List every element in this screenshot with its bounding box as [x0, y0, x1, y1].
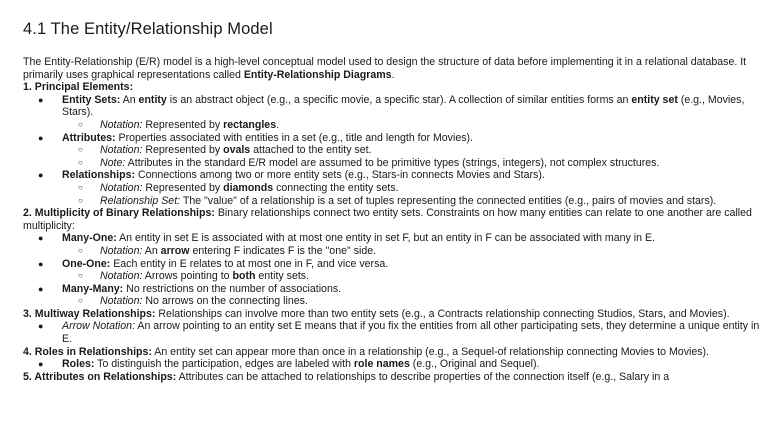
item-text: To distinguish the participation, edges are labeled with: [94, 358, 354, 371]
bullet-dot: ●: [38, 170, 44, 181]
list-item-relationships: [23, 169, 763, 182]
item-term: Attributes:: [62, 131, 116, 144]
bullet-circle: ○: [78, 157, 83, 167]
item-term: One-One:: [62, 257, 111, 270]
item-text: attached to the entity set.: [250, 144, 372, 157]
item-text: Represented by: [142, 118, 224, 131]
item-term: entity set: [631, 93, 678, 106]
note-label: Note:: [100, 156, 126, 169]
list-item-many-many: [23, 283, 763, 296]
section-title: 4.1 The Entity/Relationship Model: [23, 20, 273, 38]
section-text: Attributes can be attached to relationships to describe properties of the connection itself (e.g., Salary in a: [176, 370, 670, 383]
sub-item-many-many-notation: [23, 295, 763, 308]
item-text: Attributes in the standard E/R model are assumed to be primitive types (strings, integers), not complex structures.: [125, 156, 660, 169]
bullet-circle: ○: [78, 145, 83, 155]
section-heading: 5. Attributes on Relationships:: [23, 370, 177, 383]
item-term: role names: [353, 358, 410, 371]
sub-item-attribute-note: [23, 157, 763, 170]
item-text: entity sets.: [255, 270, 310, 283]
section-5-paragraph: [23, 371, 763, 384]
bullet-circle: ○: [78, 271, 83, 281]
note-label: Relationship Set:: [100, 194, 181, 207]
section-heading: 1. Principal Elements:: [23, 81, 134, 94]
item-text: Properties associated with entities in a set (e.g., title and length for Movies).: [115, 131, 473, 144]
section-4-paragraph: [23, 346, 763, 359]
bullet-dot: ●: [38, 321, 44, 332]
note-label: Notation:: [100, 270, 143, 283]
note-label: Notation:: [100, 244, 143, 257]
bullet-dot: ●: [38, 359, 44, 370]
item-text: connecting the entity sets.: [273, 181, 399, 194]
item-text: No restrictions on the number of associations.: [123, 282, 342, 295]
item-text: An: [120, 93, 139, 106]
list-item-entity-sets: [23, 94, 763, 119]
sub-item-many-one-notation: [23, 245, 763, 258]
sub-item-entity-notation: [23, 119, 763, 132]
list-item-one-one: [23, 258, 763, 271]
item-term: Roles:: [62, 358, 95, 371]
item-text: Connections among two or more entity sets (e.g., Stars-in connects Movies and Stars).: [135, 169, 545, 182]
document-body: [23, 56, 763, 383]
section-text: Binary relationships connect two entity sets. Constraints on how many entities can relate to one another are called multiplicity:: [23, 207, 752, 232]
section-text: Relationships can involve more than two entity sets (e.g., a Contracts relationship connecting Studios, Stars, and Movies).: [155, 307, 730, 320]
item-text: .: [276, 118, 280, 131]
intro-term: Entity-Relationship Diagrams: [243, 68, 392, 81]
list-item-many-one: [23, 232, 763, 245]
item-term: arrow: [160, 244, 190, 257]
sub-item-relationship-set: [23, 195, 763, 208]
section-2-paragraph: [23, 207, 763, 232]
sub-item-one-one-notation: [23, 270, 763, 283]
list-item-arrow-notation: [23, 320, 763, 345]
item-term: Many-Many:: [62, 282, 124, 295]
bullet-circle: ○: [78, 296, 83, 306]
item-text: is an abstract object (e.g., a specific movie, a specific star). A collection of similar entities forms an: [166, 93, 632, 106]
item-text: Each entity in E relates to at most one in F, and vice versa.: [110, 257, 389, 270]
note-label: Arrow Notation:: [62, 320, 136, 333]
item-text: (e.g., Movies, Stars).: [62, 93, 745, 119]
bullet-dot: ●: [38, 233, 44, 244]
bullet-circle: ○: [78, 245, 83, 255]
note-label: Notation:: [100, 118, 143, 131]
bullet-dot: ●: [38, 283, 44, 294]
note-label: Notation:: [100, 144, 143, 157]
item-text: No arrows on the connecting lines.: [142, 295, 308, 308]
section-heading: 3. Multiway Relationships:: [23, 307, 156, 320]
bullet-dot: ●: [38, 94, 44, 105]
item-term: Entity Sets:: [62, 93, 121, 106]
item-term: diamonds: [223, 181, 274, 194]
item-text: Represented by: [142, 144, 224, 157]
note-label: Notation:: [100, 181, 143, 194]
intro-end: .: [391, 68, 395, 81]
item-term: both: [232, 270, 256, 283]
list-item-attributes: [23, 132, 763, 145]
bullet-dot: ●: [38, 132, 44, 143]
section-3-paragraph: [23, 308, 763, 321]
section-heading: 4. Roles in Relationships:: [23, 345, 152, 358]
item-text: (e.g., Original and Sequel).: [409, 358, 540, 371]
note-label: Notation:: [100, 295, 143, 308]
item-term: Relationships:: [62, 169, 135, 182]
item-text: An entity in set E is associated with at most one entity in set F, but an entity in F can be associated with many in E.: [116, 232, 655, 245]
list-item-roles: [23, 358, 763, 371]
item-term: Many-One:: [62, 232, 117, 245]
item-text: entering F indicates F is the "one" side.: [189, 244, 377, 257]
item-text: The "value" of a relationship is a set of tuples representing the connected entities (e.g., pairs of movies and stars).: [180, 194, 717, 207]
item-text: An arrow pointing to an entity set E means that if you fix the entities from all other participating sets, they determine a unique entity in E.: [62, 320, 760, 346]
sub-item-relationship-notation: [23, 182, 763, 195]
sub-item-attribute-notation: [23, 144, 763, 157]
item-text: An: [142, 244, 161, 257]
bullet-circle: ○: [78, 119, 83, 129]
bullet-circle: ○: [78, 182, 83, 192]
item-term: entity: [138, 93, 167, 106]
section-1-heading: [23, 81, 763, 94]
section-text: An entity set can appear more than once in a relationship (e.g., a Sequel-of relationship connecting Movies to Movies).: [151, 345, 709, 358]
intro-paragraph: [23, 56, 763, 81]
bullet-circle: ○: [78, 195, 83, 205]
item-term: ovals: [223, 144, 251, 157]
item-term: rectangles: [223, 118, 277, 131]
section-heading: 2. Multiplicity of Binary Relationships:: [23, 207, 215, 220]
item-text: Arrows pointing to: [142, 270, 233, 283]
intro-text: The Entity-Relationship (E/R) model is a high-level conceptual model used to design the structure of data before implementing it in a relational database. It primarily uses graphical representations called: [23, 56, 747, 81]
bullet-dot: ●: [38, 258, 44, 269]
item-text: Represented by: [142, 181, 224, 194]
